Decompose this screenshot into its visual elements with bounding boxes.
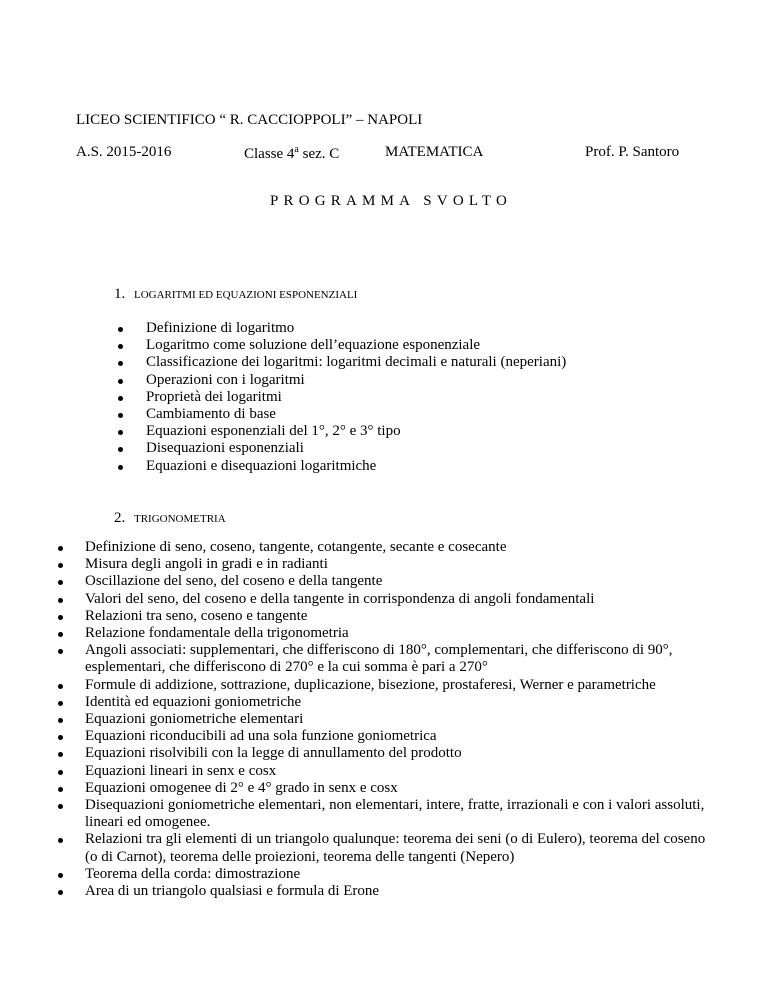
- list-item: Equazioni esponenziali del 1°, 2° e 3° tipo: [118, 423, 718, 440]
- bullet-icon: [118, 327, 123, 332]
- list-item: Equazioni riconducibili ad una sola funzione goniometrica: [58, 728, 718, 745]
- list-item: Equazioni goniometriche elementari: [58, 711, 718, 728]
- bullet-icon: [58, 873, 63, 878]
- section-2-heading: [114, 510, 226, 527]
- bullet-icon: [118, 413, 123, 418]
- list-item: Equazioni e disequazioni logaritmiche: [118, 458, 718, 475]
- bullet-icon: [118, 396, 123, 401]
- list-item: Classificazione dei logaritmi: logaritmi decimali e naturali (neperiani): [118, 354, 718, 371]
- list-item: Definizione di seno, coseno, tangente, cotangente, secante e cosecante: [58, 539, 718, 556]
- bullet-icon: [58, 890, 63, 895]
- list-item: Cambiamento di base: [118, 406, 718, 423]
- section-1-heading: [114, 286, 357, 303]
- bullet-icon: [58, 804, 63, 809]
- bullet-icon: [58, 632, 63, 637]
- list-item: Equazioni omogenee di 2° e 4° grado in senx e cosx: [58, 780, 718, 797]
- list-item: Formule di addizione, sottrazione, duplicazione, bisezione, prostaferesi, Werner e parametriche: [58, 677, 718, 694]
- bullet-icon: [118, 379, 123, 384]
- section-1-title: LOGARITMI ED EQUAZIONI ESPONENZIALI: [134, 289, 358, 301]
- bullet-icon: [58, 563, 63, 568]
- bullet-icon: [58, 838, 63, 843]
- bullet-icon: [58, 546, 63, 551]
- subject: MATEMATICA: [385, 144, 484, 160]
- list-item: Operazioni con i logaritmi: [118, 372, 718, 389]
- bullet-icon: [58, 735, 63, 740]
- list-item: Relazioni tra gli elementi di un triangolo qualunque: teorema dei seni (o di Eulero), teorema del coseno (o di Carnot), teorema delle proiezioni, teorema delle tangenti (Nepero): [58, 831, 718, 865]
- teacher: Prof. P. Santoro: [585, 144, 680, 160]
- list-item: Valori del seno, del coseno e della tangente in corrispondenza di angoli fondamentali: [58, 591, 718, 608]
- bullet-icon: [58, 649, 63, 654]
- bullet-icon: [58, 598, 63, 603]
- section-1-number: 1.: [114, 286, 126, 302]
- section-1-list: [118, 320, 718, 475]
- list-item: Proprietà dei logaritmi: [118, 389, 718, 406]
- bullet-icon: [118, 361, 123, 366]
- bullet-icon: [58, 615, 63, 620]
- school-name: LICEO SCIENTIFICO “ R. CACCIOPPOLI” – NAPOLI: [76, 112, 423, 128]
- bullet-icon: [118, 447, 123, 452]
- list-item: Definizione di logaritmo: [118, 320, 718, 337]
- list-item: Relazioni tra seno, coseno e tangente: [58, 608, 718, 625]
- list-item: Oscillazione del seno, del coseno e della tangente: [58, 573, 718, 590]
- list-item: Disequazioni goniometriche elementari, non elementari, intere, fratte, irrazionali e con i valori assoluti, lineari ed omogenee.: [58, 797, 718, 831]
- bullet-icon: [118, 465, 123, 470]
- class-sup: a: [294, 144, 299, 155]
- bullet-icon: [58, 701, 63, 706]
- section-2-title: TRIGONOMETRIA: [134, 513, 226, 525]
- section-2-list: [58, 539, 718, 900]
- list-item: Angoli associati: supplementari, che differiscono di 180°, complementari, che differiscono di 90°, esplementari, che differiscono di 270° e la cui somma è pari a 270°: [58, 642, 718, 676]
- section-2-number: 2.: [114, 510, 126, 526]
- bullet-icon: [118, 344, 123, 349]
- class-prefix: Classe 4: [244, 146, 295, 162]
- list-item: Teorema della corda: dimostrazione: [58, 866, 718, 883]
- list-item: Disequazioni esponenziali: [118, 440, 718, 457]
- list-item: Identità ed equazioni goniometriche: [58, 694, 718, 711]
- school-year: A.S. 2015-2016: [76, 144, 172, 160]
- list-item: Relazione fondamentale della trigonometria: [58, 625, 718, 642]
- list-item: Misura degli angoli in gradi e in radianti: [58, 556, 718, 573]
- bullet-icon: [58, 770, 63, 775]
- bullet-icon: [58, 684, 63, 689]
- list-item: Equazioni risolvibili con la legge di annullamento del prodotto: [58, 745, 718, 762]
- list-item: Equazioni lineari in senx e cosx: [58, 763, 718, 780]
- class-info: [244, 144, 339, 163]
- page-title: PROGRAMMA SVOLTO: [270, 193, 512, 209]
- bullet-icon: [58, 718, 63, 723]
- list-item: Area di un triangolo qualsiasi e formula di Erone: [58, 883, 718, 900]
- bullet-icon: [58, 787, 63, 792]
- list-item: Logaritmo come soluzione dell’equazione esponenziale: [118, 337, 718, 354]
- bullet-icon: [118, 430, 123, 435]
- class-suffix: sez. C: [298, 146, 340, 162]
- bullet-icon: [58, 752, 63, 757]
- bullet-icon: [58, 580, 63, 585]
